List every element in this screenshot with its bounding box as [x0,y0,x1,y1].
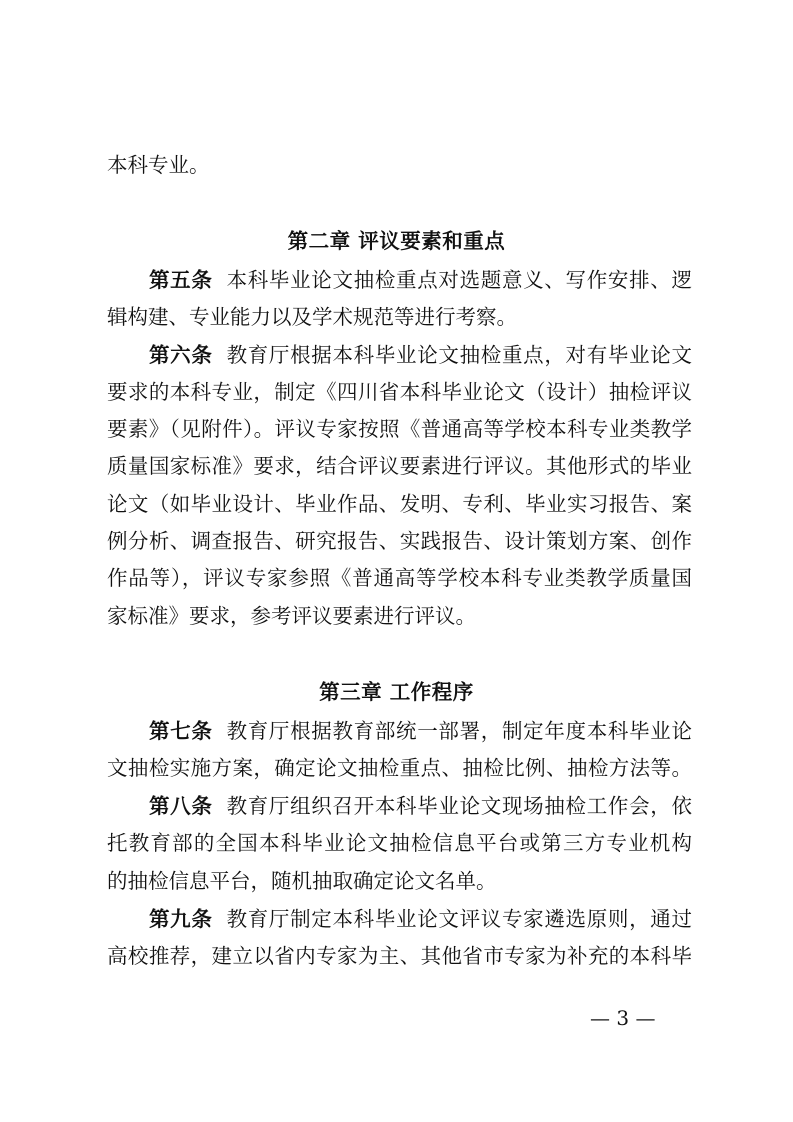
body-text: 本科毕业论文抽检重点对选题意义、写作安排、逻 [226,268,692,292]
article-5-line [107,265,692,295]
body-line: 作品等），评议专家参照《普通高等学校本科专业类教学质量国 [107,566,692,590]
article-5-label: 第五条 [149,268,213,292]
body-line: 论文（如毕业设计、毕业作品、发明、专利、毕业实习报告、案 [107,492,692,516]
body-line: 文抽检实施方案，确定论文抽检重点、抽检比例、抽检方法等。 [107,756,692,780]
body-text: 教育厅制定本科毕业论文评议专家遴选原则，通过 [226,907,692,931]
article-7-line [107,716,692,746]
article-6-label: 第六条 [149,343,213,367]
article-7-label: 第七条 [149,719,213,743]
article-8-label: 第八条 [149,794,213,818]
body-line: 辑构建、专业能力以及学术规范等进行考察。 [107,305,517,329]
body-line: 家标准》要求，参考评议要素进行评议。 [107,604,476,628]
body-text: 教育厅组织召开本科毕业论文现场抽检工作会，依 [226,794,692,818]
body-line: 本科专业。 [107,153,210,177]
body-text: 教育厅根据教育部统一部署，制定年度本科毕业论 [226,719,692,743]
body-line: 例分析、调查报告、研究报告、实践报告、设计策划方案、创作 [107,529,692,553]
page-number: — 3 — [590,1006,656,1030]
body-text: 教育厅根据本科毕业论文抽检重点，对有毕业论文 [226,343,692,367]
chapter-heading-3: 第三章 工作程序 [319,680,474,704]
body-line: 质量国家标准》要求，结合评议要素进行评议。其他形式的毕业 [107,454,692,478]
body-line: 的抽检信息平台，随机抽取确定论文名单。 [107,869,497,893]
body-line: 要素》（见附件）。评议专家按照《普通高等学校本科专业类教学 [107,417,692,441]
body-line: 托教育部的全国本科毕业论文抽检信息平台或第三方专业机构 [107,831,692,855]
article-8-line [107,791,692,821]
chapter-heading-2: 第二章 评议要素和重点 [287,229,506,253]
article-9-line [107,904,692,934]
article-9-label: 第九条 [149,907,213,931]
body-line: 高校推荐，建立以省内专家为主、其他省市专家为补充的本科毕 [107,944,692,968]
body-line: 要求的本科专业，制定《四川省本科毕业论文（设计）抽检评议 [107,380,692,404]
article-6-line [107,340,692,370]
